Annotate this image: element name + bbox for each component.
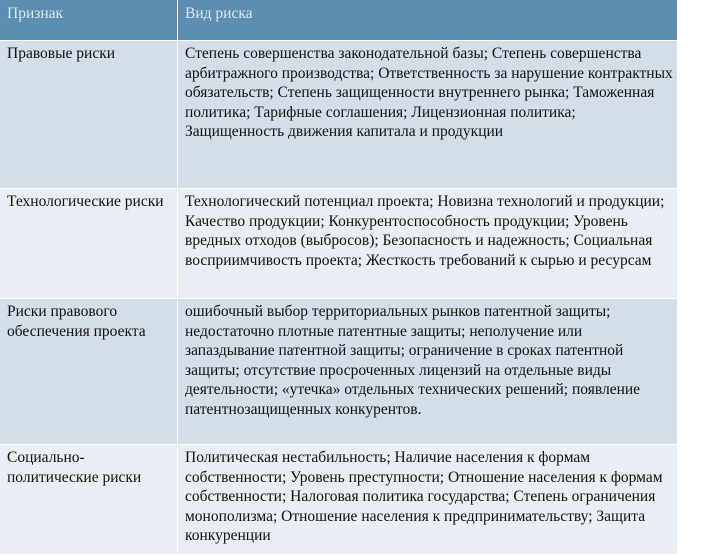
table-row — [0, 299, 678, 445]
row-feature: Правовые риски — [0, 41, 178, 189]
row-risk-type: Степень совершенства законодательной базы; Степень совершенства арбитражного производства; Ответственность за нарушение контрактных обязательств; Степень защищенности внутреннего рынка; Таможенная политика; Тарифные соглашения; Лицензионная политика; Защищенность движения капитала и продукции — [178, 41, 678, 189]
header-feature: Признак — [0, 0, 178, 41]
row-feature: Технологические риски — [0, 189, 178, 299]
row-risk-type: Технологический потенциал проекта; Новизна технологий и продукции; Качество продукции; Конкурентоспособность продукции; Уровень вредных отходов (выбросов); Безопасность и надежность; Социальная восприимчивость проекта; Жесткость требований к сырью и ресурсам — [178, 189, 678, 299]
row-risk-type: ошибочный выбор территориальных рынков патентной защиты; недостаточно плотные патентные защиты; неполучение или запаздывание патентной защиты; ограничение в сроках патентной защиты; отсутствие просроченных лицензий на отдельные виды деятельности; «утечка» отдельных технических решений; появление патентнозащищенных конкурентов. — [178, 299, 678, 445]
row-feature: Риски правового обеспечения проекта — [0, 299, 178, 445]
table-row — [0, 445, 678, 555]
table-row — [0, 189, 678, 299]
header-row — [0, 0, 678, 41]
header-risk-type: Вид риска — [178, 0, 678, 41]
row-feature: Социально-политические риски — [0, 445, 178, 555]
page-margin — [678, 0, 720, 540]
table-row — [0, 41, 678, 189]
row-risk-type: Политическая нестабильность; Наличие населения к формам собственности; Уровень преступности; Отношение населения к формам собственности; Налоговая политика государства; Степень ограничения монополизма; Отношение населения к предпринимательству; Защита конкуренции — [178, 445, 678, 555]
